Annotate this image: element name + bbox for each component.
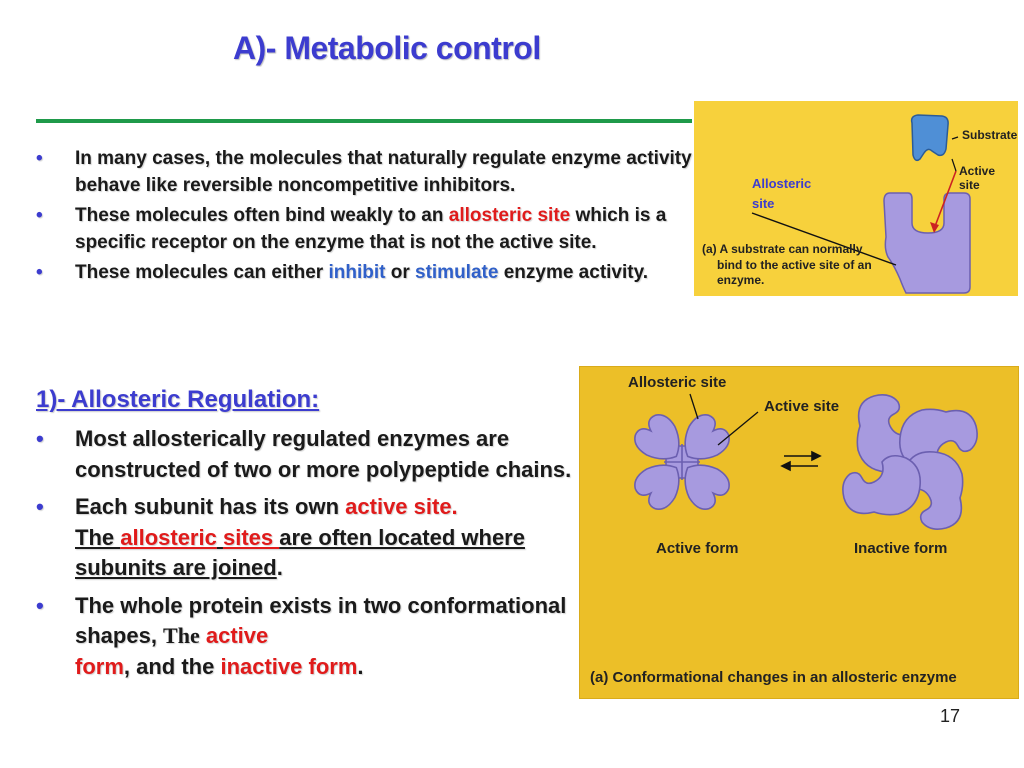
- bullet-text: .: [276, 555, 283, 580]
- bullet-text: The: [163, 623, 200, 648]
- bullet-text: or: [385, 262, 415, 283]
- stimulate-highlight: stimulate: [415, 262, 499, 283]
- sites-highlight: sites: [222, 524, 280, 550]
- inactive-form-highlight: inactive form: [220, 653, 358, 679]
- active-highlight: active: [205, 623, 269, 648]
- bullet-text: In many cases, the molecules that naturally regulate enzyme activity behave like reversible noncompetitive inhibitors.: [75, 148, 692, 196]
- form-highlight: form: [75, 653, 124, 679]
- bullet-text: are often located where subunits are joined: [75, 524, 525, 580]
- bullet-text: , and the: [123, 653, 221, 679]
- intro-bullet-list: [36, 145, 696, 289]
- bullet-item: [36, 591, 576, 683]
- bullet-item: [36, 492, 576, 584]
- bullet-text: .: [357, 653, 364, 679]
- substrate-binding-figure: [694, 101, 1018, 296]
- slide-title: A)- Metabolic control: [233, 30, 541, 66]
- allosteric-site-highlight: allosteric site: [448, 205, 571, 226]
- bullet-text: Most allosterically regulated enzymes are constructed of two or more polypeptide chains.: [75, 426, 572, 482]
- caption-line: enzyme.: [717, 273, 765, 287]
- enzyme-shape: [884, 193, 970, 293]
- allosteric-site-pointer: [690, 394, 698, 419]
- allosteric-label-line: Allosteric: [752, 176, 812, 191]
- bullet-text: These molecules can either: [75, 262, 329, 283]
- bullet-item: [36, 424, 576, 485]
- bullet-text: enzyme activity.: [498, 262, 649, 283]
- active-form-label: Active form: [656, 540, 739, 557]
- active-site-highlight: active site.: [345, 494, 458, 519]
- bullet-text: The whole protein exists in two conformational shapes,: [75, 592, 567, 648]
- page-number: 17: [940, 706, 961, 726]
- bullet-text: The: [75, 524, 121, 550]
- figure1-caption: [702, 242, 872, 289]
- title-divider: [36, 119, 692, 123]
- inhibit-highlight: inhibit: [328, 262, 386, 283]
- bullet-text: which is a specific receptor on the enzyme that is not the active site.: [75, 205, 667, 253]
- bullet-item: [36, 259, 696, 286]
- inactive-form-label: Inactive form: [854, 540, 948, 557]
- allosteric-label-line: site: [752, 196, 775, 211]
- bullet-item: [36, 145, 696, 199]
- substrate-label: Substrate: [962, 128, 1018, 142]
- active-form-enzyme: [630, 410, 735, 515]
- conformational-change-diagram: [580, 367, 1020, 700]
- allosteric-highlight: allosteric: [120, 524, 217, 550]
- conformational-change-figure: [579, 366, 1019, 699]
- allosteric-bullet-list: [36, 424, 576, 689]
- active-site-label: Active site: [764, 398, 840, 415]
- bullet-text: Each subunit has its own: [75, 494, 346, 519]
- caption-line: bind to the active site of an: [717, 257, 872, 272]
- caption-line: (a) A substrate can normally: [702, 242, 863, 256]
- bullet-item: [36, 202, 696, 256]
- section-heading: 1)- Allosteric Regulation:: [36, 386, 320, 413]
- substrate-leader-line: [952, 137, 958, 139]
- inactive-form-enzyme: [843, 395, 977, 529]
- active-site-label: Active site: [959, 164, 996, 192]
- figure2-caption: (a) Conformational changes in an allosteric enzyme: [590, 669, 957, 686]
- allosteric-site-label: Allosteric site: [628, 374, 727, 391]
- active-site-pointer: [718, 412, 758, 445]
- equilibrium-arrows: [782, 452, 820, 470]
- bullet-text: These molecules often bind weakly to an: [75, 205, 449, 226]
- substrate-shape: [912, 115, 949, 160]
- allosteric-site-label: [752, 174, 811, 214]
- active-site-leader-line: [952, 159, 956, 171]
